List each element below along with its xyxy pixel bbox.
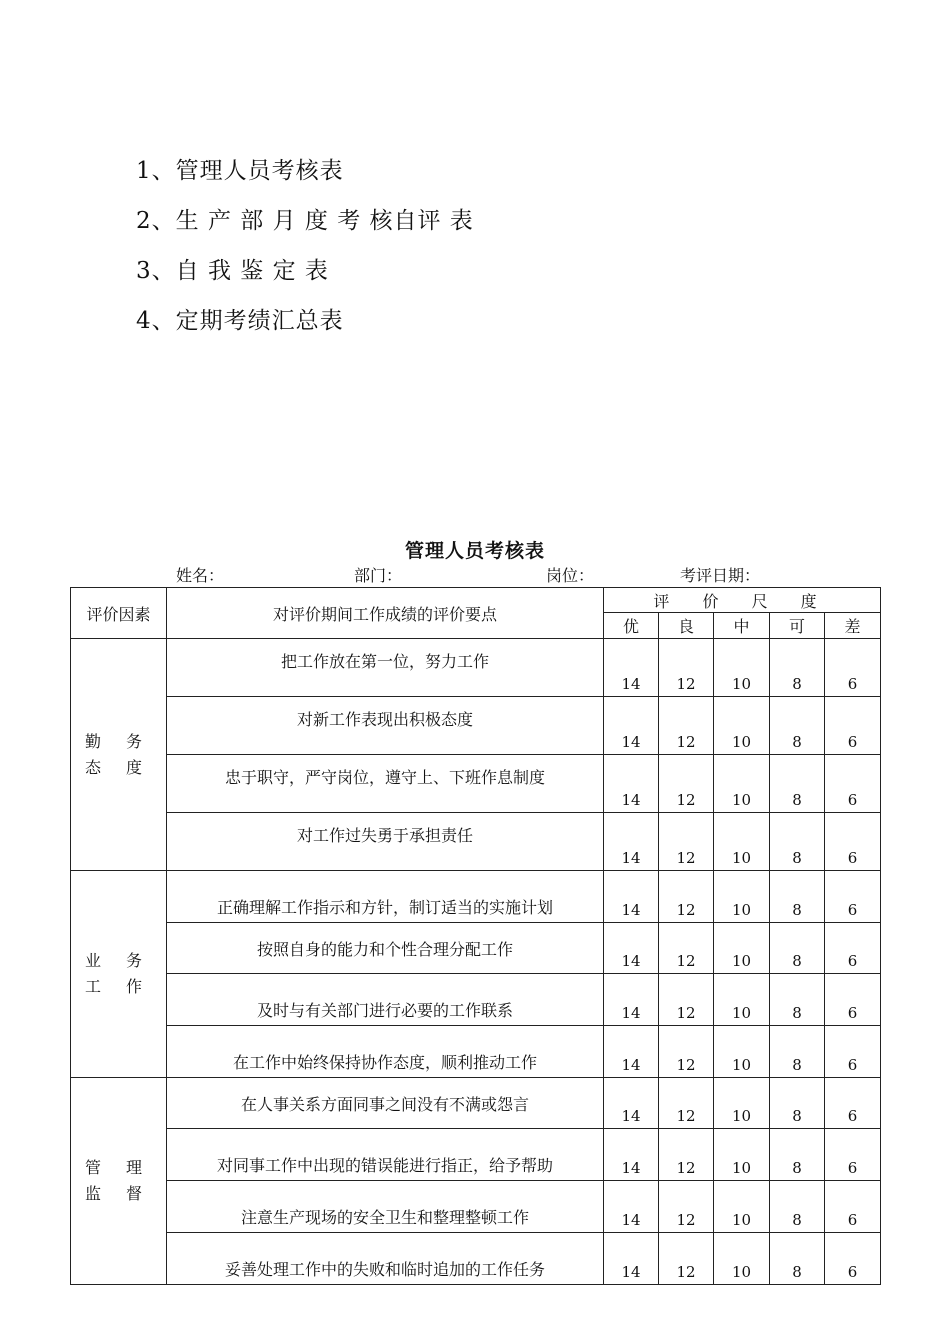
criterion-text: 及时与有关部门进行必要的工作联系: [256, 1001, 513, 1020]
criterion-cell: [167, 1233, 604, 1285]
score-cell: 6: [825, 639, 881, 697]
score-cell: 12: [659, 1129, 714, 1181]
score-cell: 6: [825, 813, 881, 871]
category-label-line: 管 理: [84, 1158, 153, 1177]
criterion-cell: [167, 974, 604, 1026]
score-cell: 10: [714, 871, 770, 923]
score-cell: 6: [825, 1233, 881, 1285]
score-cell: 14: [604, 923, 659, 974]
criterion-cell: [167, 1026, 604, 1078]
contents-list: [136, 146, 474, 346]
category-cell: [71, 871, 167, 1078]
score-cell: 14: [604, 813, 659, 871]
criterion-text: 对工作过失勇于承担责任: [296, 826, 473, 845]
score-cell: 10: [714, 1026, 770, 1078]
header-grade: 良: [659, 613, 714, 639]
score-cell: 14: [604, 1078, 659, 1129]
table-row: [71, 871, 881, 923]
criterion-text: 对同事工作中出现的错误能进行指正，给予帮助: [216, 1156, 553, 1175]
criterion-cell: [167, 1181, 604, 1233]
table-row: [71, 1026, 881, 1078]
table-row: [71, 639, 881, 697]
category-label-line: 态 度: [84, 757, 153, 777]
score-cell: 8: [770, 813, 825, 871]
table-row: [71, 813, 881, 871]
category-cell: [71, 1078, 167, 1285]
score-cell: 12: [659, 1233, 714, 1285]
score-cell: 8: [770, 1026, 825, 1078]
score-cell: 14: [604, 871, 659, 923]
score-cell: 14: [604, 697, 659, 755]
score-cell: 10: [714, 1129, 770, 1181]
criterion-text: 忠于职守，严守岗位，遵守上、下班作息制度: [224, 768, 545, 787]
header-evaluation-scale: 评 价 尺 度: [604, 588, 881, 613]
criterion-text: 在人事关系方面同事之间没有不满或怨言: [240, 1094, 529, 1114]
criterion-text: 按照自身的能力和个性合理分配工作: [256, 939, 513, 959]
category-label-line: 监 督: [84, 1184, 153, 1203]
score-cell: 8: [770, 974, 825, 1026]
contents-item: 3、自 我 鉴 定 表: [136, 258, 329, 284]
score-cell: 10: [714, 697, 770, 755]
assessment-table: [70, 587, 881, 1285]
score-cell: 10: [714, 974, 770, 1026]
score-cell: 14: [604, 1181, 659, 1233]
score-cell: 12: [659, 871, 714, 923]
score-cell: 8: [770, 639, 825, 697]
evaluation-date-label: 考评日期：: [680, 566, 761, 585]
score-cell: 10: [714, 639, 770, 697]
criterion-cell: [167, 697, 604, 755]
department-label: 部门：: [354, 566, 403, 585]
table-row: [71, 697, 881, 755]
score-cell: 6: [825, 974, 881, 1026]
criterion-text: 对新工作表现出积极态度: [296, 710, 473, 729]
score-cell: 6: [825, 1129, 881, 1181]
header-grade: 优: [604, 613, 659, 639]
table-row: [71, 1233, 881, 1285]
score-cell: 12: [659, 1078, 714, 1129]
category-label-line: 勤 务: [84, 731, 153, 751]
category-label-line: 工 作: [84, 977, 153, 996]
score-cell: 8: [770, 1233, 825, 1285]
header-grade: 可: [770, 613, 825, 639]
score-cell: 6: [825, 923, 881, 974]
score-cell: 14: [604, 1129, 659, 1181]
contents-item: 2、生 产 部 月 度 考 核自评 表: [136, 208, 474, 234]
score-cell: 14: [604, 974, 659, 1026]
criterion-text: 把工作放在第一位，努力工作: [280, 652, 489, 671]
score-cell: 6: [825, 697, 881, 755]
score-cell: 8: [770, 697, 825, 755]
criterion-cell: [167, 755, 604, 813]
criterion-cell: [167, 1129, 604, 1181]
category-cell: [71, 639, 167, 871]
header-evaluation-points: 对评价期间工作成绩的评价要点: [167, 588, 604, 639]
table-row: [71, 1078, 881, 1129]
score-cell: 8: [770, 1078, 825, 1129]
header-grade: 差: [825, 613, 881, 639]
score-cell: 14: [604, 1233, 659, 1285]
criterion-cell: [167, 923, 604, 974]
score-cell: 10: [714, 1078, 770, 1129]
category-label-line: 业 务: [84, 951, 153, 970]
score-cell: 12: [659, 974, 714, 1026]
table-row: [71, 974, 881, 1026]
table-row: [71, 923, 881, 974]
score-cell: 14: [604, 639, 659, 697]
criterion-text: 注意生产现场的安全卫生和整理整顿工作: [240, 1208, 529, 1227]
criterion-text: 妥善处理工作中的失败和临时追加的工作任务: [224, 1260, 545, 1279]
header-grade: 中: [714, 613, 770, 639]
score-cell: 8: [770, 871, 825, 923]
score-cell: 14: [604, 755, 659, 813]
score-cell: 10: [714, 1233, 770, 1285]
header-evaluation-factor: 评价因素: [71, 588, 167, 639]
table-row: [71, 755, 881, 813]
score-cell: 6: [825, 1078, 881, 1129]
score-cell: 6: [825, 1026, 881, 1078]
name-label: 姓名：: [176, 566, 225, 585]
criterion-text: 在工作中始终保持协作态度，顺利推动工作: [232, 1053, 537, 1072]
criterion-cell: [167, 1078, 604, 1129]
criterion-cell: [167, 639, 604, 697]
score-cell: 12: [659, 697, 714, 755]
score-cell: 8: [770, 1129, 825, 1181]
score-cell: 6: [825, 755, 881, 813]
criterion-text: 正确理解工作指示和方针，制订适当的实施计划: [216, 898, 553, 917]
score-cell: 6: [825, 1181, 881, 1233]
criterion-cell: [167, 871, 604, 923]
score-cell: 10: [714, 813, 770, 871]
score-cell: 8: [770, 755, 825, 813]
score-cell: 8: [770, 1181, 825, 1233]
score-cell: 12: [659, 639, 714, 697]
contents-item: 1、管理人员考核表: [136, 158, 344, 184]
score-cell: 10: [714, 923, 770, 974]
score-cell: 6: [825, 871, 881, 923]
score-cell: 12: [659, 923, 714, 974]
contents-item: 4、定期考绩汇总表: [136, 308, 344, 334]
score-cell: 10: [714, 1181, 770, 1233]
form-title: 管理人员考核表: [404, 540, 545, 562]
score-cell: 12: [659, 1181, 714, 1233]
score-cell: 12: [659, 755, 714, 813]
score-cell: 14: [604, 1026, 659, 1078]
score-cell: 12: [659, 813, 714, 871]
table-row: [71, 1129, 881, 1181]
score-cell: 8: [770, 923, 825, 974]
criterion-cell: [167, 813, 604, 871]
position-label: 岗位：: [546, 566, 595, 585]
score-cell: 12: [659, 1026, 714, 1078]
score-cell: 10: [714, 755, 770, 813]
table-row: [71, 1181, 881, 1233]
